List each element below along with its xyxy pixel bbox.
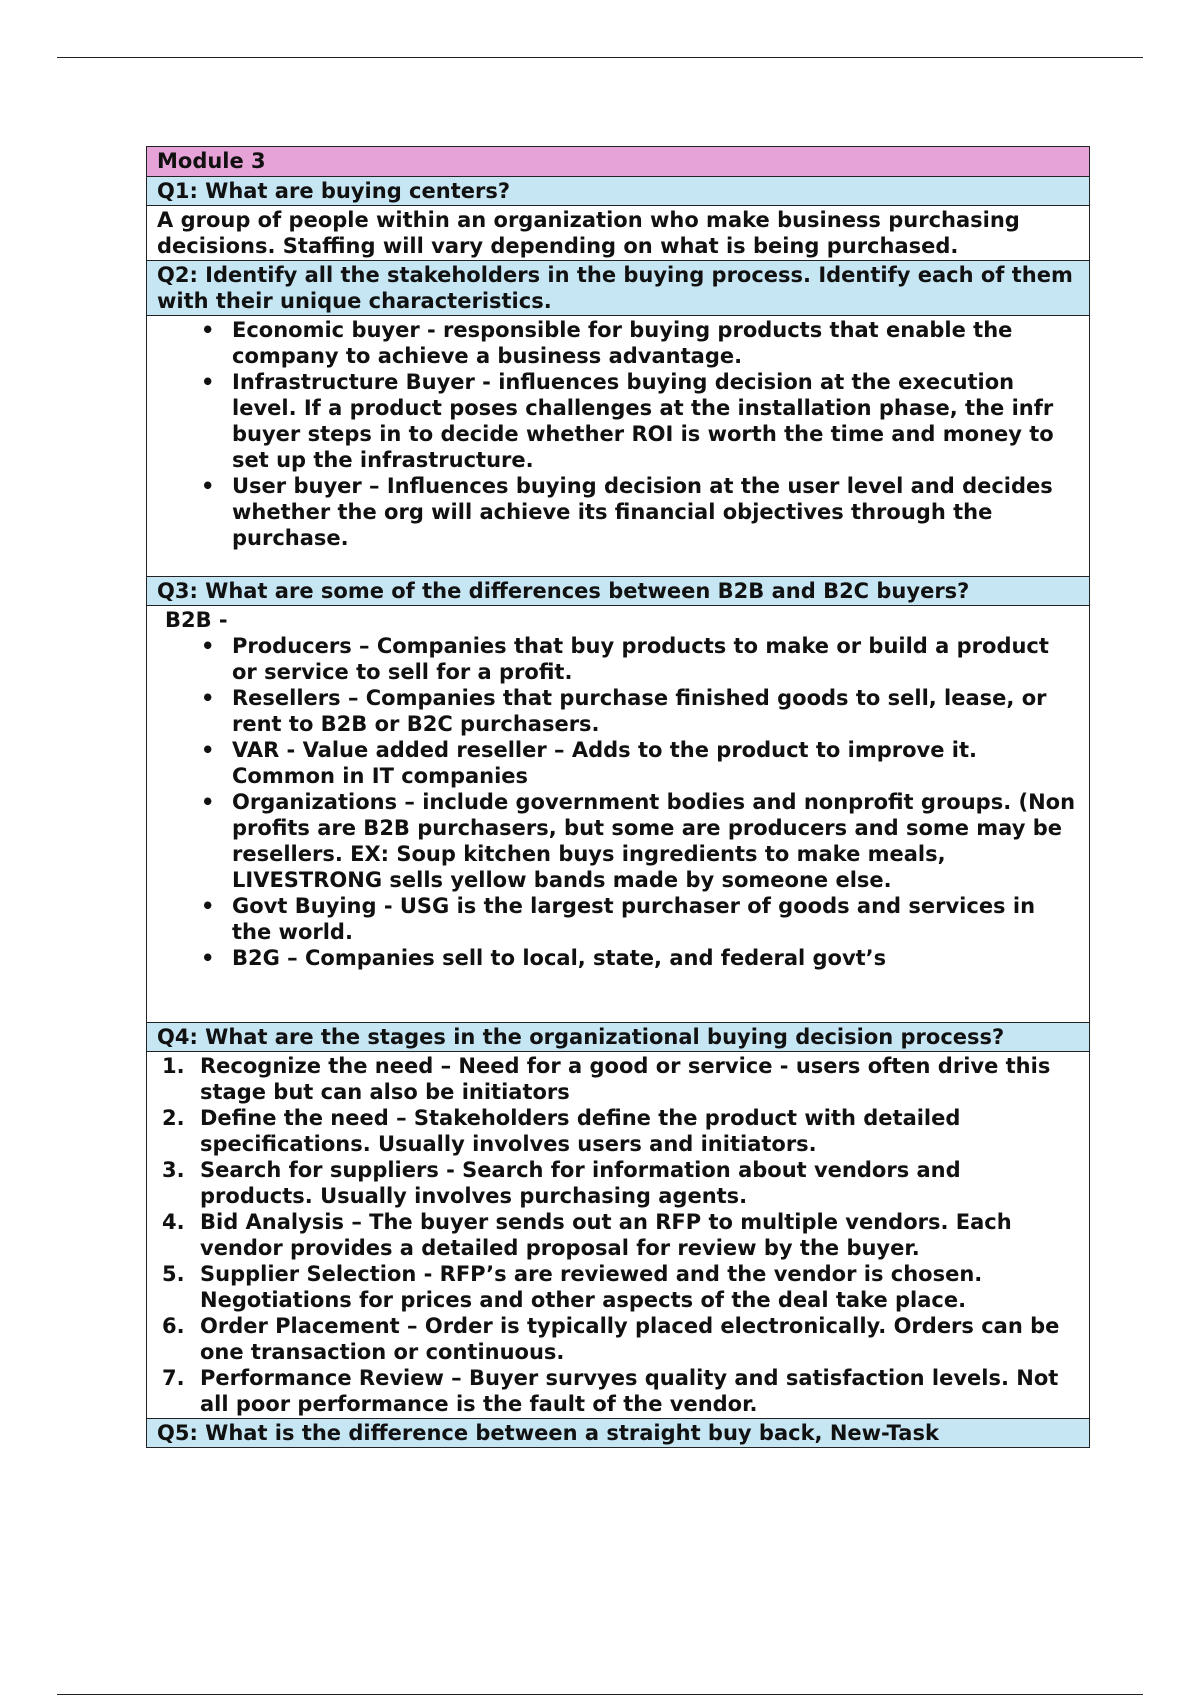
study-guide-table: [146, 146, 1090, 1448]
stage-number: 6.: [162, 1314, 185, 1338]
footer-rule: [57, 1694, 1143, 1695]
stage-number: 7.: [162, 1366, 185, 1390]
list-item: [157, 1209, 1079, 1261]
q2-question: Q2: Identify all the stakeholders in the buying process. Identify each of them with their unique characteristics.: [147, 261, 1089, 316]
list-item: • User buyer – Influences buying decision at the user level and decides whether the org will achieve its financial objectives through the purchase.: [157, 473, 1079, 551]
stage-text: Recognize the need – Need for a good or service - users often drive this stage but can also be initiators: [200, 1054, 1051, 1104]
header-rule: [57, 57, 1143, 58]
stage-text: Search for suppliers - Search for information about vendors and products. Usually involves purchasing agents.: [200, 1158, 961, 1208]
q4-answer: [147, 1052, 1089, 1419]
stakeholder-list: [157, 317, 1079, 551]
q1-question: Q1: What are buying centers?: [147, 177, 1089, 206]
list-item: • Govt Buying - USG is the largest purchaser of goods and services in the world.: [157, 893, 1079, 945]
stage-number: 2.: [162, 1106, 185, 1130]
b2b-list: [157, 633, 1079, 971]
list-item: • Resellers – Companies that purchase finished goods to sell, lease, or rent to B2B or B2C purchasers.: [157, 685, 1079, 737]
list-item: [157, 1105, 1079, 1157]
list-item: [157, 1261, 1079, 1313]
list-item: [157, 1157, 1079, 1209]
list-item: • Organizations – include government bodies and nonprofit groups. (Non profits are B2B purchasers, but some are producers and some may be resellers. EX: Soup kitchen buys ingredients to make meals, LIVESTRONG sells yellow bands made by someone else.: [157, 789, 1079, 893]
stage-number: 1.: [162, 1054, 185, 1078]
list-item: [157, 1053, 1079, 1105]
stage-text: Bid Analysis – The buyer sends out an RFP to multiple vendors. Each vendor provides a detailed proposal for review by the buyer.: [200, 1210, 1012, 1260]
q1-answer: A group of people within an organization who make business purchasing decisions. Staffing will vary depending on what is being purchased.: [147, 206, 1089, 261]
stage-text: Supplier Selection - RFP’s are reviewed and the vendor is chosen. Negotiations for prices and other aspects of the deal take place.: [200, 1262, 983, 1312]
stage-text: Order Placement – Order is typically placed electronically. Orders can be one transaction or continuous.: [200, 1314, 1060, 1364]
list-item: [157, 1313, 1079, 1365]
list-item: [157, 1365, 1079, 1417]
list-item: • B2G – Companies sell to local, state, and federal govt’s: [157, 945, 1079, 971]
q3-question: Q3: What are some of the differences between B2B and B2C buyers?: [147, 577, 1089, 606]
stage-number: 5.: [162, 1262, 185, 1286]
stage-text: Define the need – Stakeholders define the product with detailed specifications. Usually involves users and initiators.: [200, 1106, 961, 1156]
list-item: • VAR - Value added reseller – Adds to the product to improve it. Common in IT companies: [157, 737, 1079, 789]
stage-number: 3.: [162, 1158, 185, 1182]
list-item: • Economic buyer - responsible for buying products that enable the company to achieve a business advantage.: [157, 317, 1079, 369]
list-item: • Infrastructure Buyer - influences buying decision at the execution level. If a product poses challenges at the installation phase, the infr buyer steps in to decide whether ROI is worth the time and money to set up the infrastructure.: [157, 369, 1079, 473]
q4-question: Q4: What are the stages in the organizational buying decision process?: [147, 1023, 1089, 1052]
q2-answer: [147, 316, 1089, 577]
q3-answer: [147, 606, 1089, 1023]
stage-list: [157, 1053, 1079, 1417]
q5-question: Q5: What is the difference between a straight buy back, New-Task: [147, 1419, 1089, 1447]
list-item: • Producers – Companies that buy products to make or build a product or service to sell for a profit.: [157, 633, 1079, 685]
b2b-label: B2B -: [165, 608, 228, 632]
stage-text: Performance Review – Buyer survyes quality and satisfaction levels. Not all poor performance is the fault of the vendor.: [200, 1366, 1059, 1416]
module-title: Module 3: [147, 147, 1089, 177]
stage-number: 4.: [162, 1210, 185, 1234]
